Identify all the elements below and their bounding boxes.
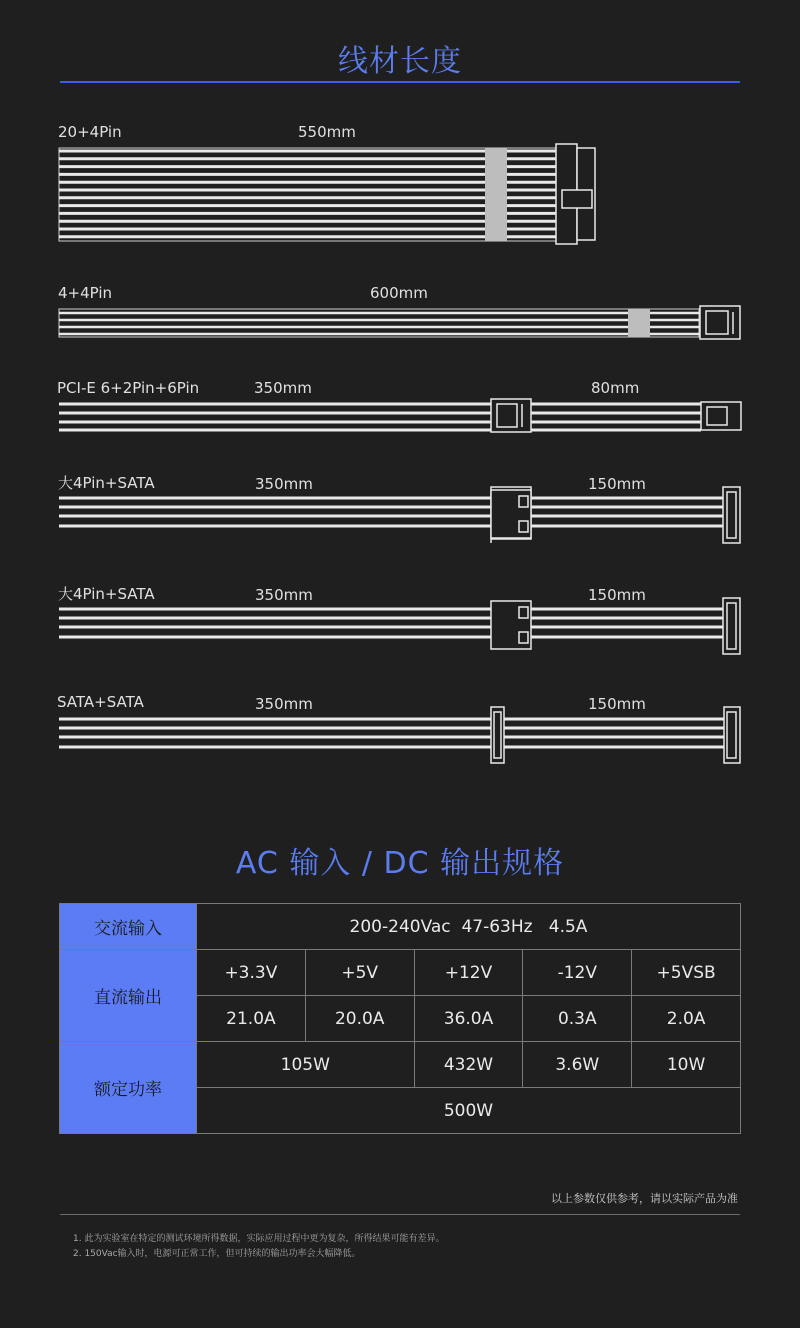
molex-connector-1 xyxy=(491,487,531,543)
current-cell: 20.0A xyxy=(305,996,414,1042)
cable-name-molex-sata-2: 大4Pin+SATA xyxy=(58,585,155,603)
cable-name-cpu: 4+4Pin xyxy=(58,284,113,302)
section-title-cable-length: 线材长度 xyxy=(338,44,462,79)
molex-connector-2 xyxy=(491,601,531,649)
cable-length-pcie-1: 350mm xyxy=(254,379,312,397)
cable-length-cpu: 600mm xyxy=(370,284,428,302)
cable-length-molex-sata-2b: 150mm xyxy=(588,586,646,604)
cable-length-sata-1: 350mm xyxy=(255,695,313,713)
ac-input-value: 200-240Vac 47-63Hz 4.5A xyxy=(197,904,741,950)
cable-name-molex-sata-1: 大4Pin+SATA xyxy=(58,474,155,492)
dc-output-label: 直流输出 xyxy=(60,950,197,1042)
spec-table xyxy=(59,903,741,1134)
cable-length-sata-2: 150mm xyxy=(588,695,646,713)
sata-connector-4 xyxy=(724,707,740,763)
cable-name-sata-sata: SATA+SATA xyxy=(57,693,144,711)
power-12v-cell: 432W xyxy=(414,1042,523,1088)
voltage-cell: +5VSB xyxy=(632,950,741,996)
rated-power-label: 额定功率 xyxy=(60,1042,197,1134)
footnote-2: 2. 150Vac输入时，电源可正常工作，但可持续的输出功率会大幅降低。 xyxy=(73,1249,361,1259)
total-power-cell: 500W xyxy=(197,1088,741,1134)
cable-length-pcie-2: 80mm xyxy=(591,379,640,397)
disclaimer: 以上参数仅供参考，请以实际产品为准 xyxy=(551,1192,738,1205)
voltage-cell: +3.3V xyxy=(197,950,306,996)
current-cell: 0.3A xyxy=(523,996,632,1042)
cpu-connector xyxy=(700,306,740,339)
sata-connector-2 xyxy=(723,598,740,654)
ac-input-label: 交流输入 xyxy=(60,904,197,950)
sata-connector-1 xyxy=(723,487,740,543)
cable-name-pcie: PCI-E 6+2Pin+6Pin xyxy=(57,379,200,397)
cable-length-molex-sata-1a: 350mm xyxy=(255,475,313,493)
cpu-sleeve-band xyxy=(628,309,650,337)
atx-connector xyxy=(556,144,595,244)
power-5vsb-cell: 10W xyxy=(632,1042,741,1088)
footnote-1: 1. 此为实验室在特定的测试环境所得数据，实际应用过程中更为复杂，所得结果可能有差异。 xyxy=(73,1234,445,1244)
pcie-connector-1 xyxy=(491,399,531,432)
power-n12v-cell: 3.6W xyxy=(523,1042,632,1088)
power-combined-cell: 105W xyxy=(197,1042,415,1088)
current-cell: 21.0A xyxy=(197,996,306,1042)
atx-cable-bundle xyxy=(59,148,557,241)
current-cell: 2.0A xyxy=(632,996,741,1042)
footer-divider xyxy=(60,1214,740,1215)
sata-connector-3 xyxy=(491,707,504,763)
cable-name-atx: 20+4Pin xyxy=(58,123,122,141)
current-cell: 36.0A xyxy=(414,996,523,1042)
atx-sleeve-band xyxy=(485,148,507,241)
cable-length-atx: 550mm xyxy=(298,123,356,141)
voltage-cell: -12V xyxy=(523,950,632,996)
table-row xyxy=(60,1042,741,1088)
voltage-cell: +12V xyxy=(414,950,523,996)
pcie-connector-2 xyxy=(701,402,741,430)
table-row xyxy=(60,950,741,996)
voltage-cell: +5V xyxy=(305,950,414,996)
cable-length-molex-sata-2a: 350mm xyxy=(255,586,313,604)
cable-length-molex-sata-1b: 150mm xyxy=(588,475,646,493)
table-row xyxy=(60,904,741,950)
section-title-spec: AC 输入 / DC 输出规格 xyxy=(235,846,565,881)
